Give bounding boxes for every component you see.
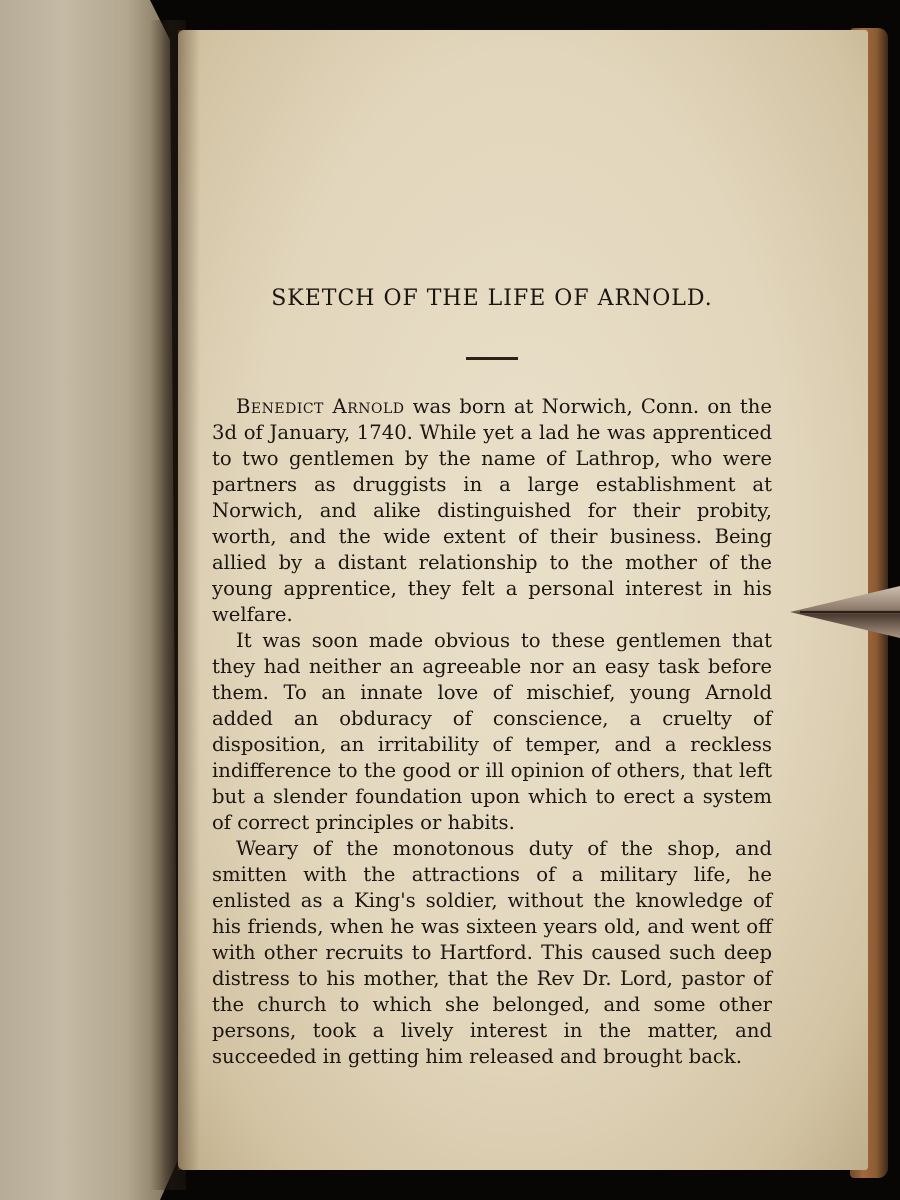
page-title: SKETCH OF THE LIFE OF ARNOLD. (271, 286, 713, 311)
page-gutter-shadow (178, 30, 200, 1170)
paragraph-2: It was soon made obvious to these gentlemen that they had neither an agreeable nor an easy task before them. To an innate love of mischief, young Arnold added an obduracy of conscience, a cruelty of disposition, an irritability of temper, and a reckless indifference to the good or ill opinion of others, that left but a slender foundation upon which to erect a system of correct principles or habits. (212, 629, 772, 834)
paragraph-3: Weary of the monotonous duty of the shop, and smitten with the attractions of a military life, he enlisted as a King's soldier, without the knowledge of his friends, when he was sixteen years old, and went off with other recruits to Hartford. This caused such deep distress to his mother, that the Rev Dr. Lord, pastor of the church to which she belonged, and some other persons, took a lively interest in the matter, and succeeded in getting him released and brought back. (212, 837, 772, 1068)
bookmark-crease (800, 611, 900, 613)
body-text (212, 394, 772, 1070)
paragraph-1 (212, 394, 772, 628)
title-rule (466, 357, 518, 360)
paragraph-text: was born at Norwich, Conn. on the 3d of January, 1740. While yet a lad he was apprenticed to two gentlemen by the name of Lathrop, who were partners as druggists in a large establishment at Norwich, and alike distinguished for their probity, worth, and the wide extent of their business. Being allied by a distant relationship to the mother of the young apprentice, they felt a personal interest in his welfare. (212, 395, 773, 626)
page-text-block (212, 280, 772, 1070)
paragraph-lead: Benedict Arnold (236, 395, 405, 418)
